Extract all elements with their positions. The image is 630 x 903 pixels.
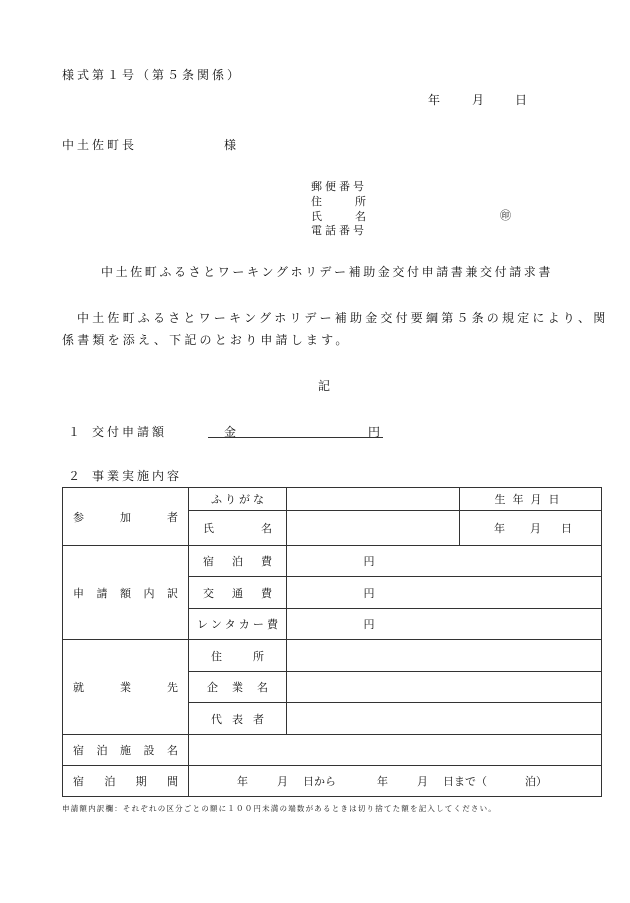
address-label-2: 所 (355, 195, 366, 208)
representative-input[interactable] (287, 703, 602, 735)
birthdate-input[interactable] (460, 511, 602, 546)
employer-label: 就業先 (63, 640, 189, 735)
project-details-table (62, 487, 602, 797)
facility-name-label: 宿泊施設名 (63, 735, 189, 766)
rental-car-cost-input[interactable] (287, 609, 602, 640)
date-year-label: 年 (428, 93, 441, 107)
employer-address-label: 住所 (189, 640, 287, 672)
form-number: 様式第１号（第５条関係） (62, 68, 243, 82)
ki-heading: 記 (318, 379, 331, 393)
table-row (63, 735, 602, 766)
body-line-2: 係書類を添え、下記のとおり申請します。 (62, 333, 351, 347)
period-month-2: 月 (417, 775, 428, 788)
item2-number: ２ (68, 469, 81, 483)
phone-label: 電話番号 (311, 224, 367, 237)
stay-period-input[interactable] (189, 766, 602, 797)
footnote: 申請額内訳欄：それぞれの区分ごとの額に１００円未満の端数があるときは切り捨てた額を記入してください。 (62, 804, 497, 813)
rental-car-cost-label: レンタカー費 (189, 609, 287, 640)
birth-day-label: 日 (561, 522, 572, 535)
date-month-label: 月 (472, 93, 485, 107)
amount-kin: 金 (224, 425, 237, 439)
participant-label: 参加者 (63, 488, 189, 546)
company-name-label: 企業名 (189, 672, 287, 703)
stay-period-label: 宿泊期間 (63, 766, 189, 797)
lodging-yen: 円 (363, 555, 375, 568)
table-row (63, 640, 602, 672)
breakdown-label: 申請額内訳 (63, 546, 189, 640)
period-month-1: 月 (277, 775, 288, 788)
birth-month-label: 月 (530, 522, 541, 535)
body-line-1: 中土佐町ふるさとワーキングホリデー補助金交付要綱第５条の規定により、関 (77, 311, 609, 325)
furigana-label: ふりがな (189, 488, 287, 511)
representative-label: 代表者 (189, 703, 287, 735)
transport-cost-input[interactable] (287, 577, 602, 609)
addressee-honorific: 様 (224, 138, 237, 152)
transport-cost-label: 交通費 (189, 577, 287, 609)
company-name-input[interactable] (287, 672, 602, 703)
address-label-1: 住 (311, 195, 322, 208)
addressee-name: 中土佐町長 (62, 138, 138, 152)
item1-label: 交付申請額 (92, 425, 168, 439)
name-label-2: 名 (355, 210, 366, 223)
employer-address-input[interactable] (287, 640, 602, 672)
lodging-cost-label: 宿泊費 (189, 546, 287, 577)
item2-label: 事業実施内容 (92, 469, 183, 483)
birthdate-label: 生年月日 (460, 488, 602, 511)
name-label-1: 氏 (311, 210, 322, 223)
item1-number: １ (68, 425, 81, 439)
lodging-cost-input[interactable] (287, 546, 602, 577)
table-row (63, 766, 602, 797)
document-title: 中土佐町ふるさとワーキングホリデー補助金交付申請書兼交付請求書 (101, 265, 554, 279)
period-year-2: 年 (377, 775, 388, 788)
amount-underline[interactable] (208, 437, 383, 438)
transport-yen: 円 (363, 586, 375, 600)
period-day-to: 日まで（ (443, 775, 487, 788)
date-day-label: 日 (515, 93, 528, 107)
furigana-input[interactable] (287, 488, 460, 511)
table-row (63, 546, 602, 577)
table-row (63, 488, 602, 511)
postal-code-label: 郵便番号 (311, 180, 367, 193)
period-year-1: 年 (237, 775, 248, 788)
seal-mark-icon: ㊞ (500, 209, 511, 222)
period-nights: 泊） (525, 775, 547, 788)
period-day-from: 日から (303, 775, 336, 788)
rental-yen: 円 (363, 618, 375, 631)
facility-name-input[interactable] (189, 735, 602, 766)
amount-yen: 円 (368, 425, 381, 439)
name-label: 氏名 (189, 511, 287, 546)
name-input[interactable] (287, 511, 460, 546)
birth-year-label: 年 (494, 522, 505, 535)
